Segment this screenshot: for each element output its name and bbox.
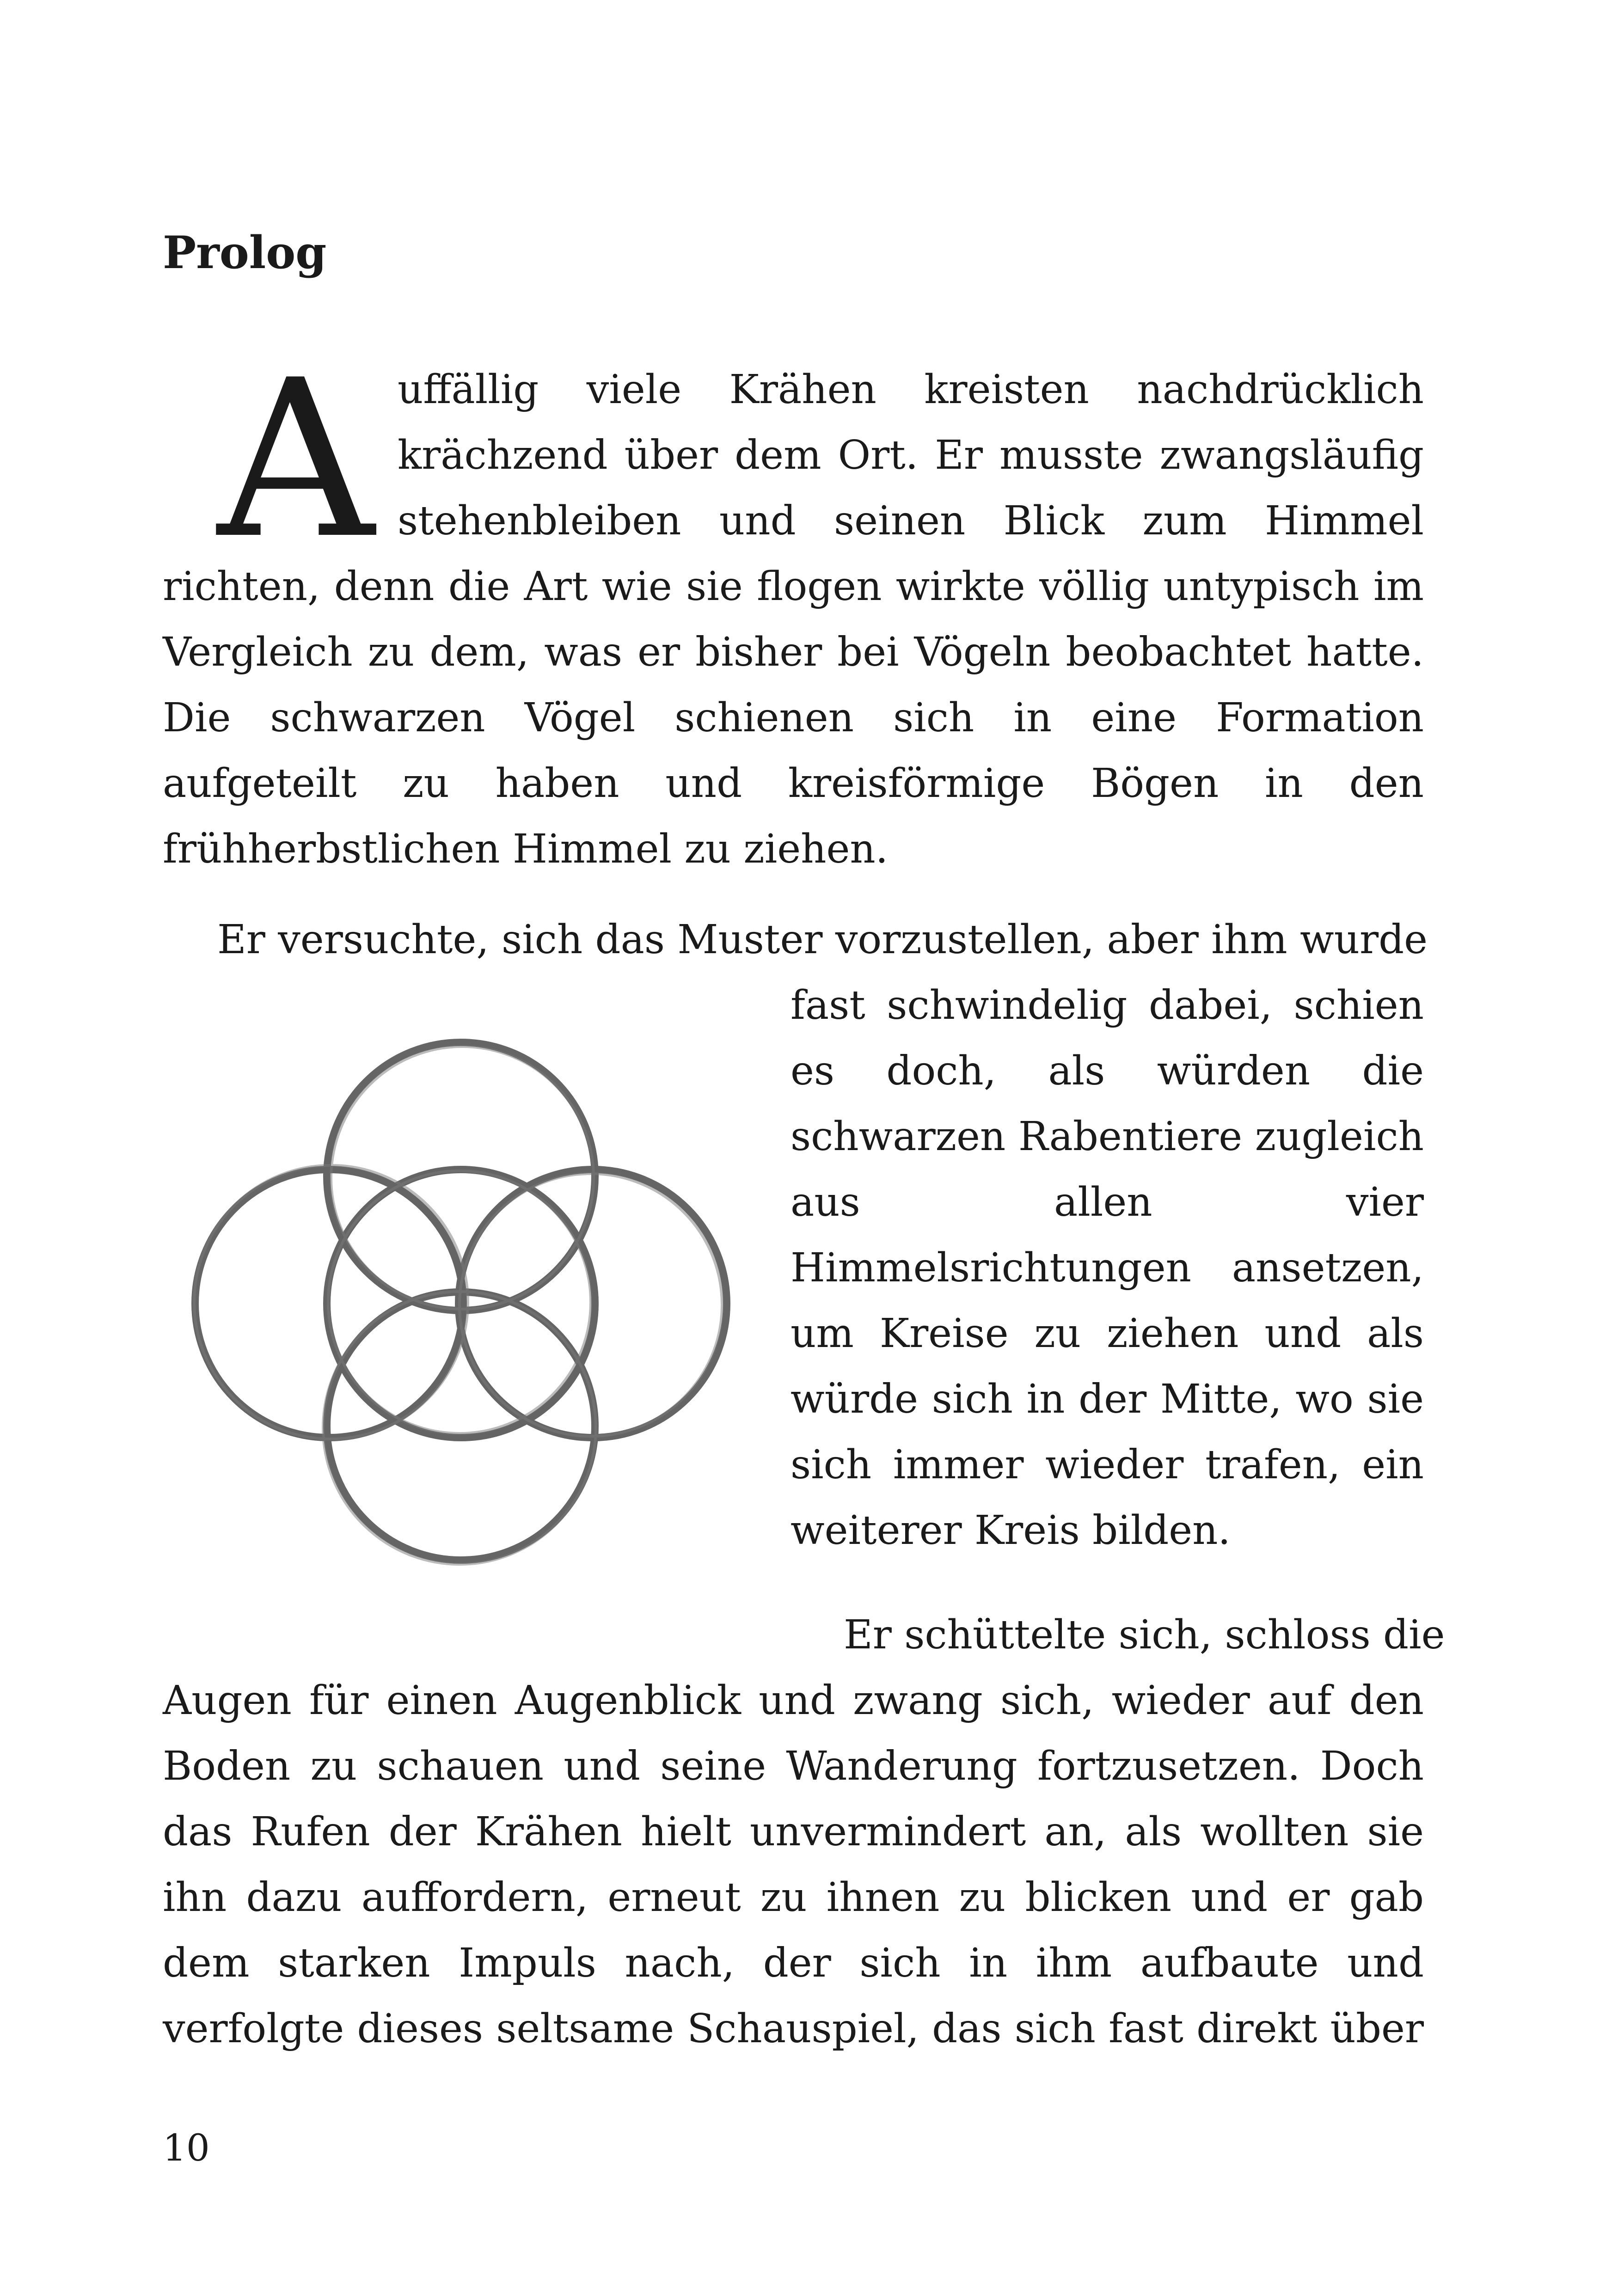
text-line: schwarzen Rabentiere zugleich [791, 1114, 1424, 1160]
text-line: Boden zu schauen und seine Wanderung fortzusetzen. Doch [163, 1743, 1424, 1789]
text-line: uffällig viele Krähen kreisten nachdrücklich [398, 367, 1424, 413]
drop-cap: A [217, 333, 374, 586]
circles-figure [167, 1001, 752, 1595]
text-line: Augen für einen Augenblick und zwang sich, wieder auf den [163, 1678, 1424, 1724]
text-line: Er versuchte, sich das Muster vorzustellen, aber ihm wurde [217, 917, 1428, 963]
text-line: dem starken Impuls nach, der sich in ihm aufbaute und [163, 1940, 1424, 1986]
chapter-title: Prolog [163, 227, 327, 279]
text-line: Er schüttelte sich, schloss die [844, 1612, 1445, 1658]
text-line: weiterer Kreis bilden. [791, 1507, 1231, 1554]
text-line: krächzend über dem Ort. Er musste zwangsläufig [398, 432, 1424, 478]
text-line: ihn dazu auffordern, erneut zu ihnen zu blicken und er gab [163, 1874, 1424, 1921]
text-line: verfolgte dieses seltsame Schauspiel, das sich fast direkt über [163, 2006, 1424, 2052]
text-line: fast schwindelig dabei, schien [791, 982, 1424, 1029]
page-number: 10 [163, 2126, 210, 2169]
text-line: um Kreise zu ziehen und als [791, 1310, 1424, 1357]
text-line: richten, denn die Art wie sie flogen wirkte völlig untypisch im [163, 563, 1424, 610]
text-line: Die schwarzen Vögel schienen sich in eine Formation [163, 695, 1424, 741]
text-line: das Rufen der Krähen hielt unvermindert an, als wollten sie [163, 1809, 1424, 1855]
text-line: Vergleich zu dem, was er bisher bei Vögeln beobachtet hatte. [163, 629, 1424, 675]
text-line: Himmelsrichtungen ansetzen, [791, 1245, 1424, 1291]
text-line: frühherbstlichen Himmel zu ziehen. [163, 826, 889, 872]
text-line: stehenbleiben und seinen Blick zum Himmel [398, 498, 1424, 544]
text-line: würde sich in der Mitte, wo sie [791, 1376, 1424, 1422]
text-line: aus allen vier [791, 1179, 1424, 1225]
text-line: es doch, als würden die [791, 1048, 1424, 1094]
text-line: sich immer wieder trafen, ein [791, 1442, 1424, 1488]
text-line: aufgeteilt zu haben und kreisförmige Bögen in den [163, 760, 1424, 807]
